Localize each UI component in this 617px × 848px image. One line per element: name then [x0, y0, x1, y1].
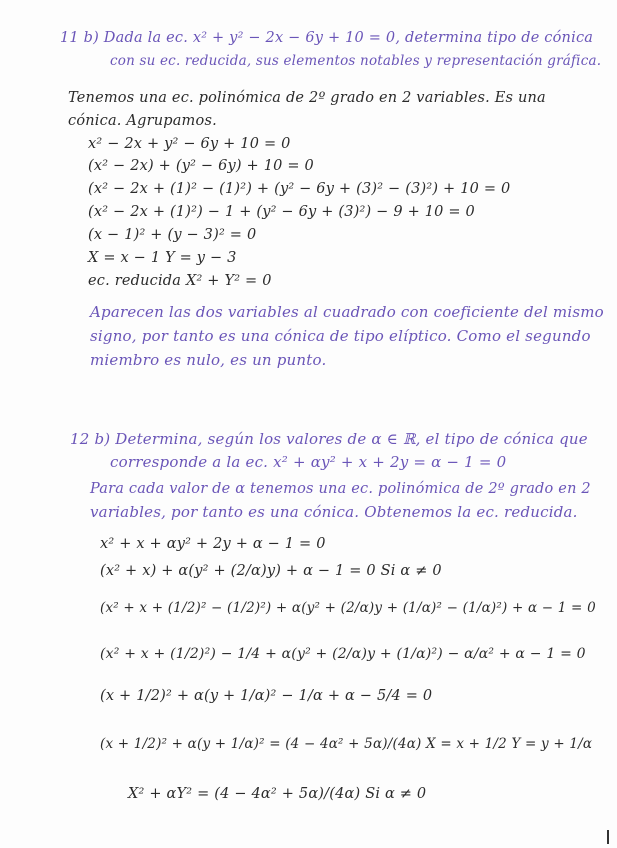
problem-12-step-6: (x + 1/2)² + α(y + 1/α)² = (4 − 4α² + 5α)/(4α) X = x + 1/2 Y = y + 1/α	[100, 736, 593, 752]
problem-12-step-2: (x² + x) + α(y² + (2/α)y) + α − 1 = 0 Si α ≠ 0	[100, 563, 442, 579]
problem-11-text-line-2: cónica. Agrupamos.	[68, 113, 217, 129]
page-edge-mark	[607, 830, 609, 844]
problem-11-conclusion-line-3: miembro es nulo, es un punto.	[90, 351, 327, 369]
problem-11-step-3: (x² − 2x + (1)² − (1)²) + (y² − 6y + (3)² − (3)²) + 10 = 0	[88, 181, 511, 197]
problem-11-step-4: (x² − 2x + (1)²) − 1 + (y² − 6y + (3)²) − 9 + 10 = 0	[88, 204, 475, 220]
problem-12-heading-line-2: corresponde a la ec. x² + αy² + x + 2y = α − 1 = 0	[110, 453, 507, 471]
problem-11-step-1: x² − 2x + y² − 6y + 10 = 0	[88, 136, 291, 152]
problem-12-text-line-2: variables, por tanto es una cónica. Obtenemos la ec. reducida.	[90, 503, 578, 521]
problem-12-step-5: (x + 1/2)² + α(y + 1/α)² − 1/α + α − 5/4 = 0	[100, 688, 433, 704]
problem-11-conclusion-line-2: signo, por tanto es una cónica de tipo elíptico. Como el segundo	[90, 327, 591, 345]
problem-11-step-6: X = x − 1 Y = y − 3	[88, 250, 237, 266]
problem-11-conclusion-line-1: Aparecen las dos variables al cuadrado con coeficiente del mismo	[90, 303, 604, 321]
problem-12-step-4: (x² + x + (1/2)²) − 1/4 + α(y² + (2/α)y + (1/α)²) − α/α² + α − 1 = 0	[100, 646, 586, 662]
problem-11-heading-line-2: con su ec. reducida, sus elementos notables y representación gráfica.	[110, 53, 602, 69]
problem-12-step-1: x² + x + αy² + 2y + α − 1 = 0	[100, 536, 326, 552]
problem-12-step-3: (x² + x + (1/2)² − (1/2)²) + α(y² + (2/α)y + (1/α)² − (1/α)²) + α − 1 = 0	[100, 600, 596, 616]
problem-12-heading-line-1: 12 b) Determina, según los valores de α ∈ ℝ, el tipo de cónica que	[70, 430, 588, 448]
problem-11-step-5: (x − 1)² + (y − 3)² = 0	[88, 227, 257, 243]
problem-11-step-7: ec. reducida X² + Y² = 0	[88, 273, 272, 289]
problem-11-heading-line-1: 11 b) Dada la ec. x² + y² − 2x − 6y + 10 = 0, determina tipo de cónica	[60, 30, 594, 46]
problem-12-step-7: X² + αY² = (4 − 4α² + 5α)/(4α) Si α ≠ 0	[128, 786, 427, 802]
problem-11-step-2: (x² − 2x) + (y² − 6y) + 10 = 0	[88, 158, 314, 174]
problem-11-text-line-1: Tenemos una ec. polinómica de 2º grado en 2 variables. Es una	[68, 90, 546, 106]
problem-12-text-line-1: Para cada valor de α tenemos una ec. polinómica de 2º grado en 2	[90, 481, 591, 497]
